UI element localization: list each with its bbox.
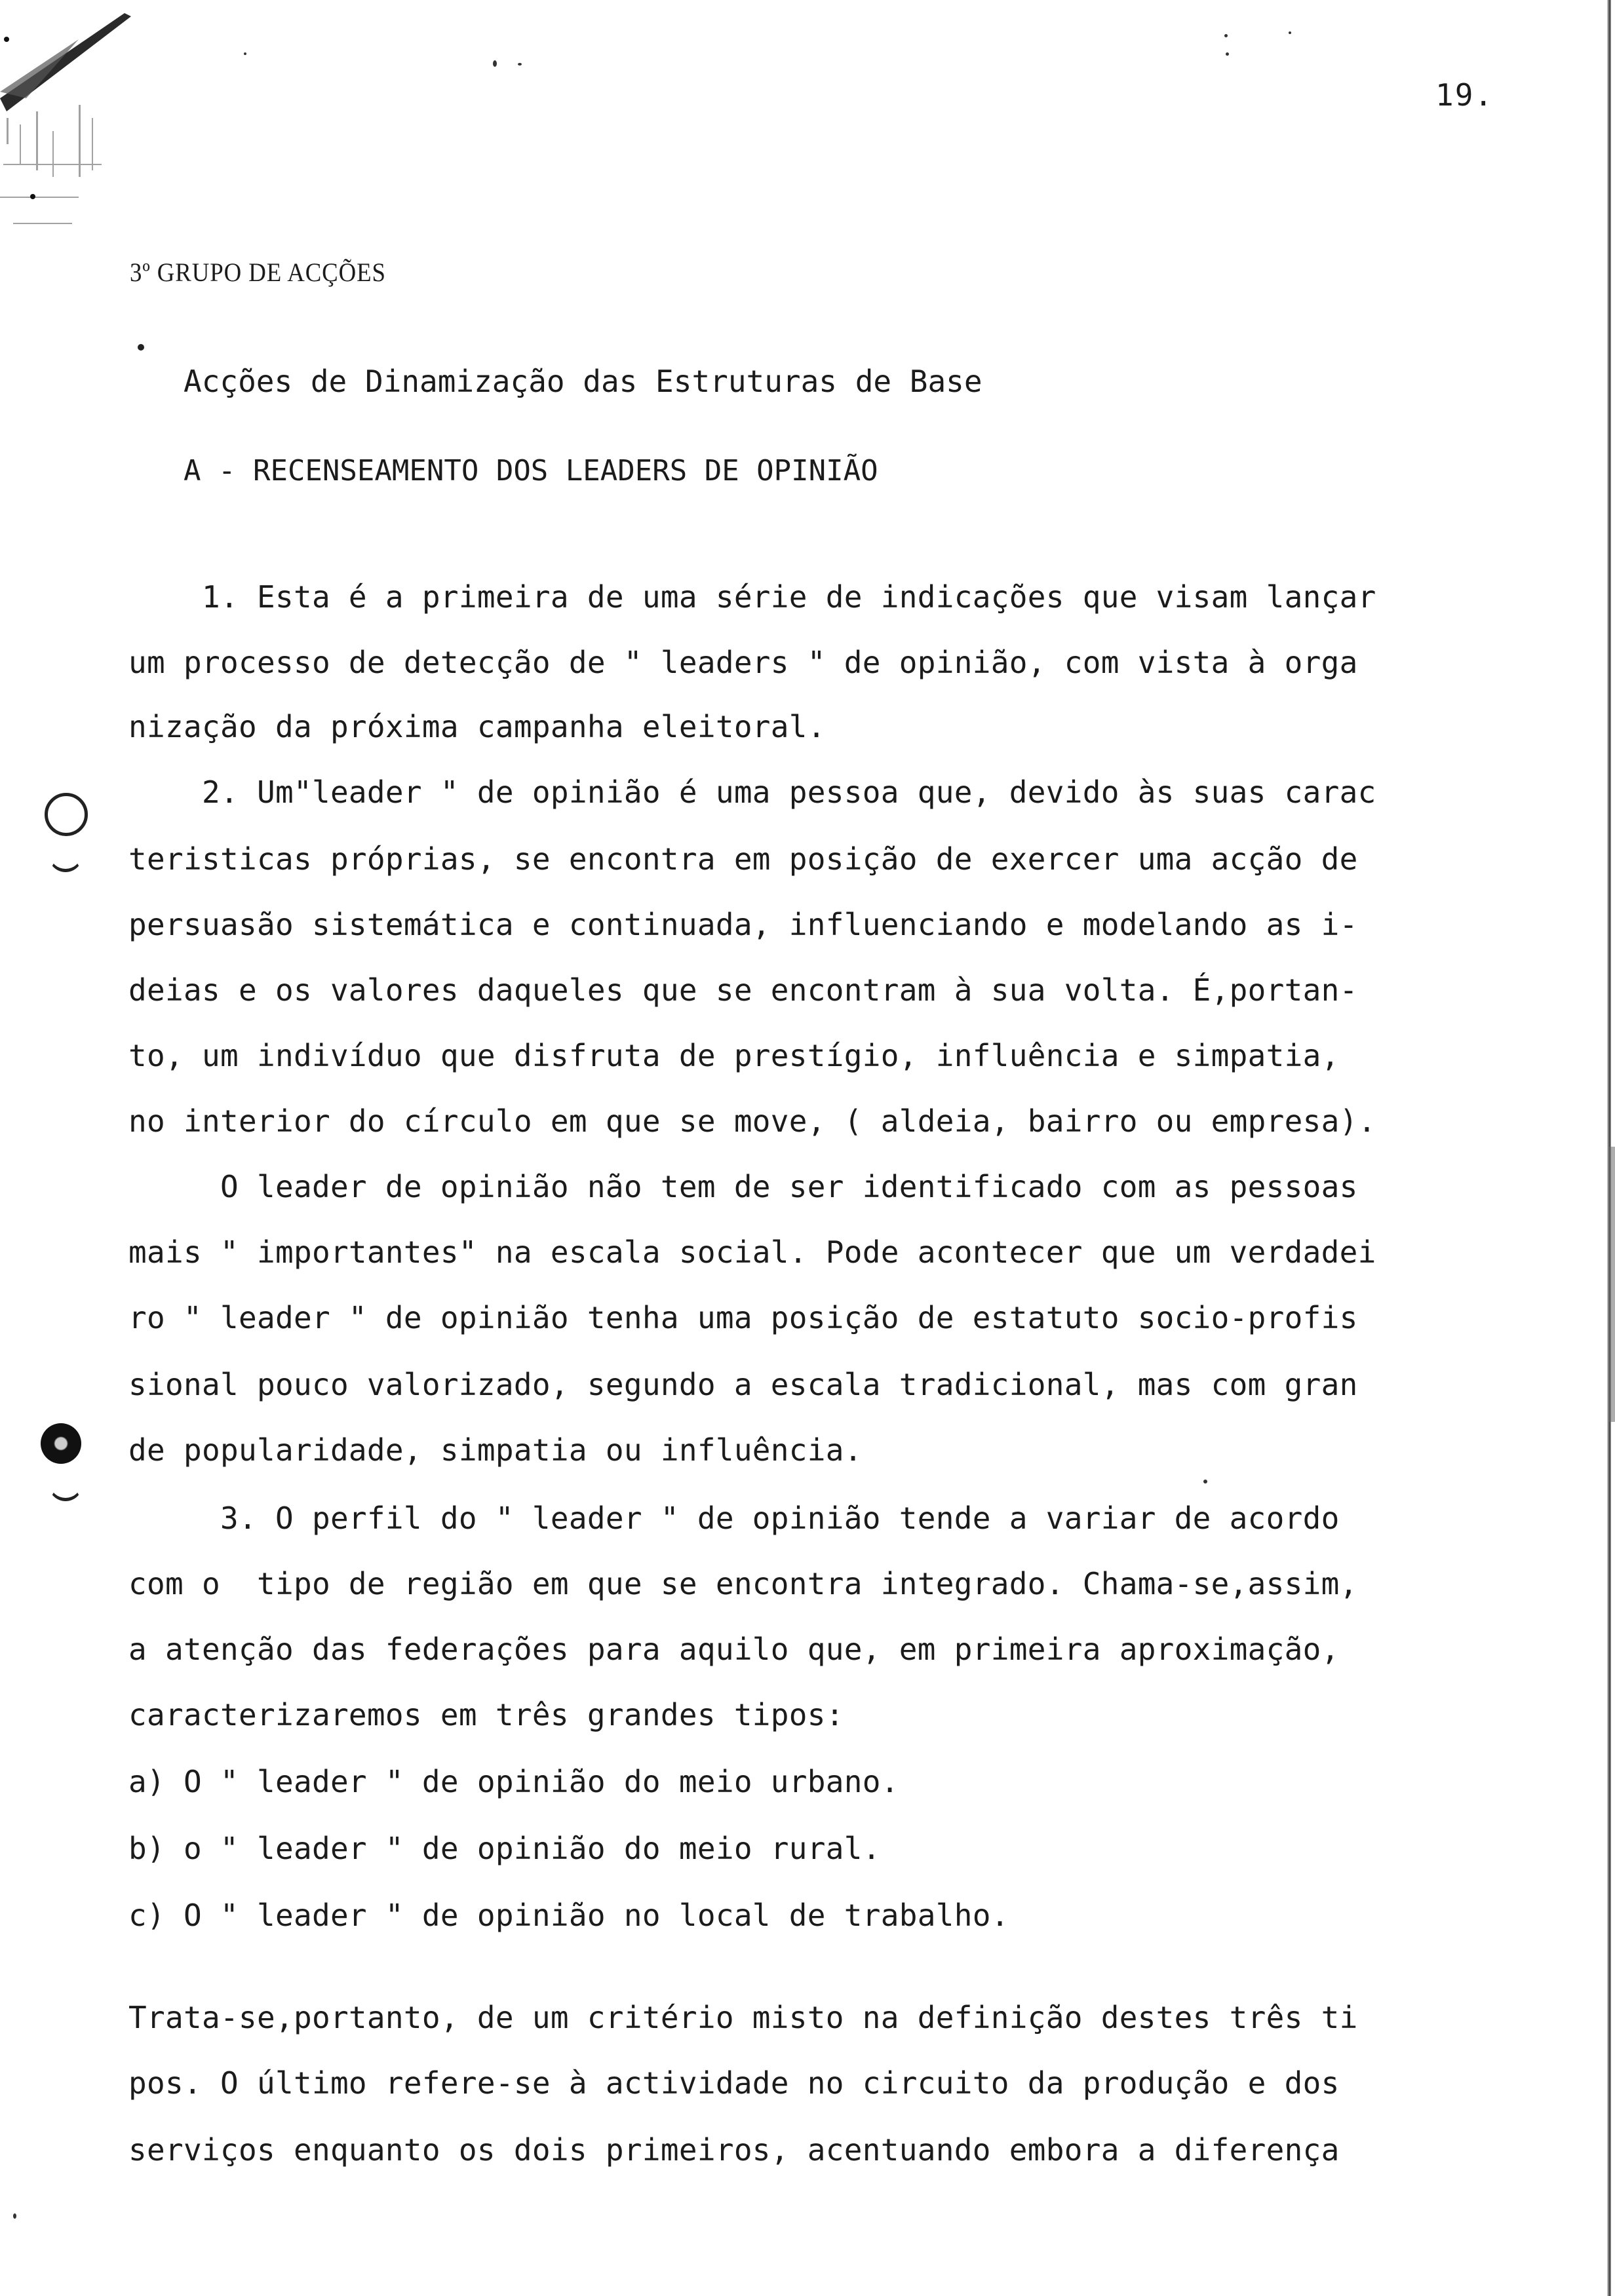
list-item: b) o " leader " de opinião do meio rural.	[128, 1831, 881, 1866]
body-line: O leader de opinião não tem de ser identificado com as pessoas	[128, 1169, 1358, 1204]
body-line: deias e os valores daqueles que se encontram à sua volta. É,portan-	[128, 972, 1358, 1008]
body-line: pos. O último refere-se à actividade no circuito da produção e dos	[128, 2065, 1340, 2101]
body-line: mais " importantes" na escala social. Pode acontecer que um verdadei	[128, 1234, 1376, 1270]
speck	[1224, 34, 1228, 37]
subtitle: Acções de Dinamização das Estruturas de Base	[184, 364, 983, 399]
body-line: caracterizaremos em três grandes tipos:	[128, 1697, 844, 1732]
scan-artifact	[0, 0, 138, 308]
body-line: com o tipo de região em que se encontra integrado. Chama-se,assim,	[128, 1566, 1358, 1601]
list-item: a) O " leader " de opinião do meio urbano.	[128, 1764, 899, 1799]
body-line: 3. O perfil do " leader " de opinião tende a variar de acordo	[128, 1501, 1340, 1536]
body-line: to, um indivíduo que disfruta de prestígio, influência e simpatia,	[128, 1038, 1340, 1073]
body-line: 2. Um"leader " de opinião é uma pessoa que, devido às suas carac	[128, 775, 1376, 810]
speck	[1226, 52, 1229, 56]
scan-edge-shadow	[1608, 1147, 1615, 1422]
speck	[13, 2213, 16, 2219]
speck	[493, 60, 497, 67]
body-line: serviços enquanto os dois primeiros, acentuando embora a diferença	[128, 2132, 1340, 2168]
body-line: a atenção das federações para aquilo que, em primeira aproximação,	[128, 1632, 1340, 1667]
section-header: 3º GRUPO DE ACÇÕES	[130, 258, 386, 287]
speck	[1203, 1480, 1207, 1483]
body-line: de popularidade, simpatia ou influência.	[128, 1432, 863, 1468]
bullet-mark	[138, 344, 144, 351]
body-line: um processo de detecção de " leaders " de opinião, com vista à orga	[128, 645, 1358, 680]
body-line: nização da próxima campanha eleitoral.	[128, 709, 826, 744]
binder-hook-mark	[49, 849, 83, 872]
body-line: Trata-se,portanto, de um critério misto na definição destes três ti	[128, 2000, 1358, 2035]
binder-hole-mark	[45, 793, 88, 836]
body-line: teristicas próprias, se encontra em posição de exercer uma acção de	[128, 841, 1358, 877]
speck	[1289, 31, 1291, 34]
binder-hook-mark	[49, 1478, 83, 1501]
list-item: c) O " leader " de opinião no local de trabalho.	[128, 1898, 1009, 1933]
body-line: no interior do círculo em que se move, ( aldeia, bairro ou empresa).	[128, 1103, 1376, 1139]
body-line: 1. Esta é a primeira de uma série de indicações que visam lançar	[128, 579, 1376, 615]
binder-hole-mark	[41, 1423, 81, 1464]
body-line: sional pouco valorizado, segundo a escala tradicional, mas com gran	[128, 1367, 1358, 1402]
speck	[518, 63, 522, 66]
speck	[244, 52, 246, 55]
body-line: persuasão sistemática e continuada, influenciando e modelando as i-	[128, 907, 1358, 942]
body-line: ro " leader " de opinião tenha uma posição de estatuto socio-profis	[128, 1300, 1358, 1335]
page-number: 19.	[1435, 77, 1494, 113]
subsection-heading: A - RECENSEAMENTO DOS LEADERS DE OPINIÃO	[184, 454, 878, 488]
